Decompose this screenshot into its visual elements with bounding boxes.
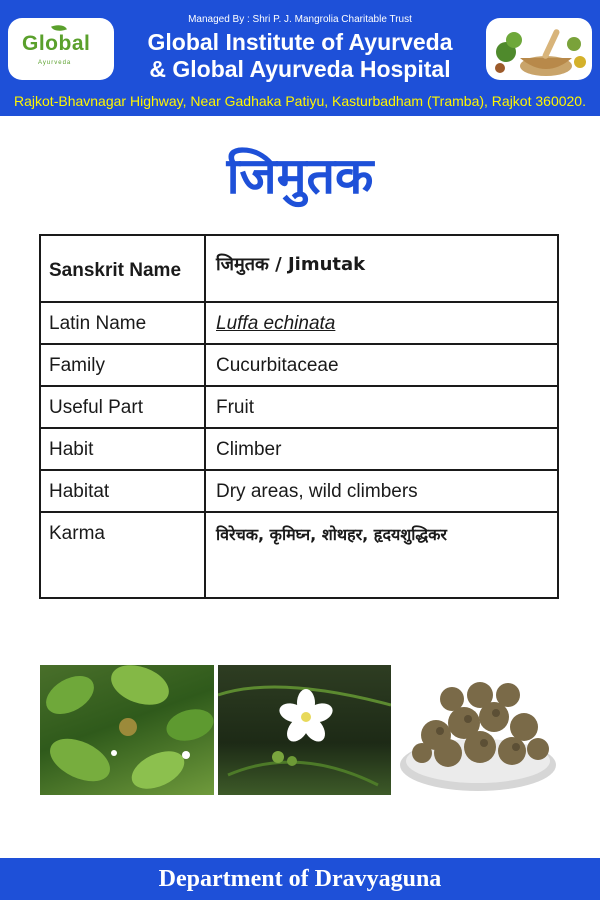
institute-name-line2: & Global Ayurveda Hospital (149, 56, 451, 82)
plant-title: जिमुतक (226, 147, 374, 205)
table-row (41, 471, 557, 513)
row-label: Family (41, 345, 206, 385)
institute-name-line1: Global Institute of Ayurveda (147, 29, 453, 55)
table-row (41, 387, 557, 429)
table-row (41, 345, 557, 387)
herbs-mortar-image (486, 18, 592, 80)
plant-info-table (39, 234, 559, 599)
row-value: Dry areas, wild climbers (216, 481, 418, 502)
institute-logo (8, 18, 114, 80)
row-value: जिमुतक / Jimutak (216, 254, 366, 275)
row-value: विरेचक, कृमिघ्न, शोथहर, हृदयशुद्धिकर (216, 525, 447, 544)
address-text: Rajkot-Bhavnagar Highway, Near Gadhaka Patiyu, Kasturbadham (Tramba), Rajkot 360020. (14, 93, 586, 109)
plant-flower-photo (218, 665, 391, 795)
row-value: Fruit (216, 397, 254, 418)
row-value: Climber (216, 439, 282, 460)
latin-name-link[interactable]: Luffa echinata (216, 313, 336, 334)
row-value: Cucurbitaceae (216, 355, 339, 376)
row-label: Sanskrit Name (41, 236, 206, 301)
address-bar (0, 86, 600, 116)
dried-fruits-photo (396, 665, 560, 795)
managed-by-text: Managed By : Shri P. J. Mangrolia Charitable Trust (188, 14, 412, 25)
row-label: Habitat (41, 471, 206, 511)
row-label: Habit (41, 429, 206, 469)
department-name: Department of Dravyaguna (158, 866, 442, 892)
row-label: Latin Name (41, 303, 206, 343)
row-label: Useful Part (41, 387, 206, 427)
footer-banner (0, 858, 600, 900)
table-row (41, 429, 557, 471)
logo-tagline: Ayurveda (38, 60, 72, 66)
header-banner (0, 0, 600, 86)
table-row (41, 303, 557, 345)
plant-leaves-photo (40, 665, 214, 795)
table-row (41, 513, 557, 597)
row-value (206, 303, 557, 343)
row-label: Karma (41, 513, 206, 597)
table-row (41, 236, 557, 303)
logo-text: Global (22, 32, 91, 55)
